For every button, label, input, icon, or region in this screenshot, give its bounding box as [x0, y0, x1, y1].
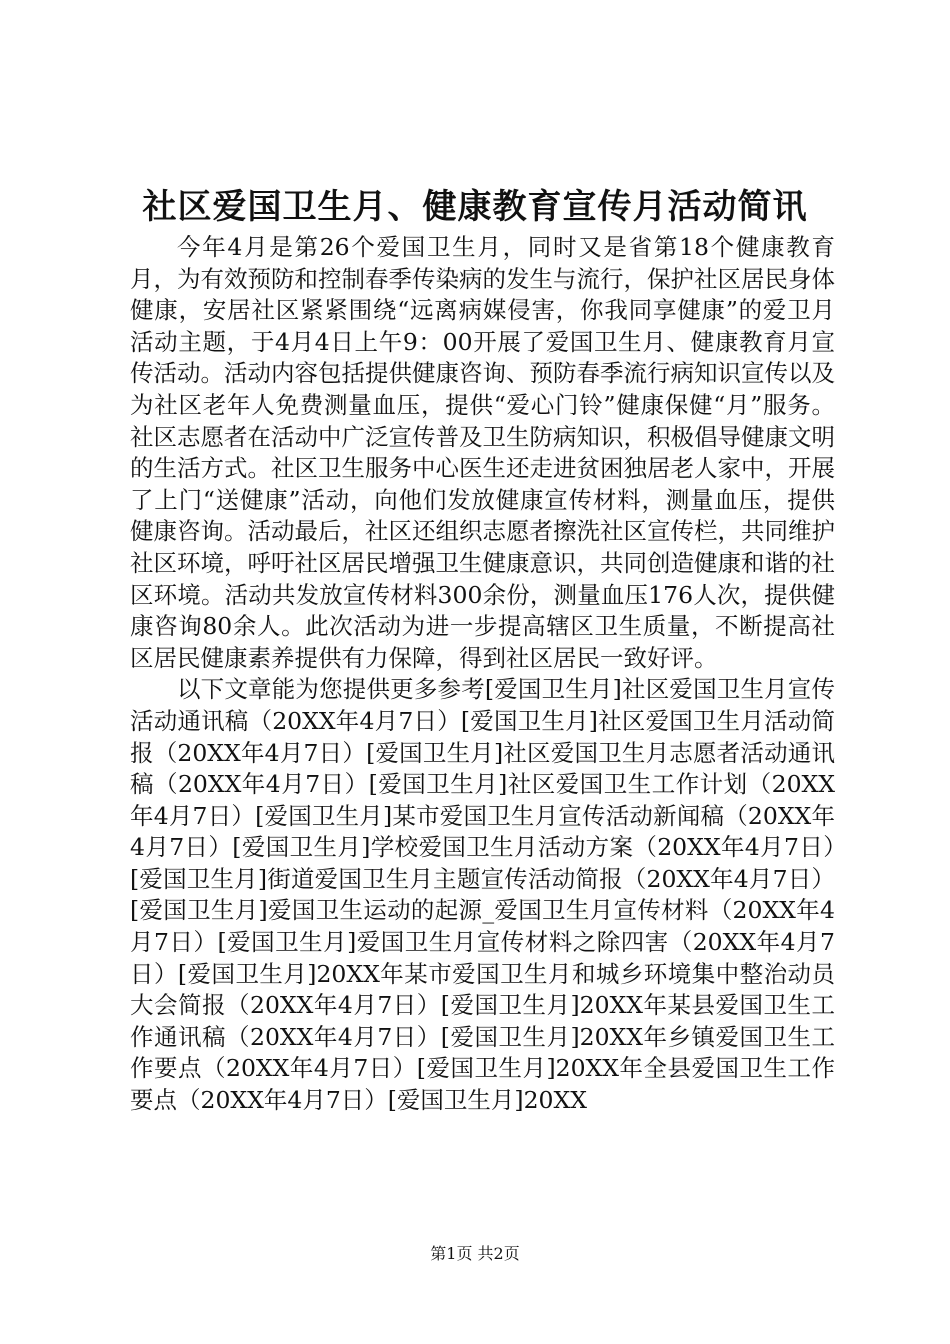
document-body	[130, 232, 835, 1117]
paragraph-summary: 今年4月是第26个爱国卫生月，同时又是省第18个健康教育月，为有效预防和控制春季传染病的发生与流行，保护社区居民身体健康，安居社区紧紧围绕“远离病媒侵害，你我同享健康”的爱卫月活动主题，于4月4日上午9：00开展了爱国卫生月、健康教育月宣传活动。活动内容包括提供健康咨询、预防春季流行病知识宣传以及为社区老年人免费测量血压，提供“爱心门铃”健康保健“月”服务。社区志愿者在活动中广泛宣传普及卫生防病知识，积极倡导健康文明的生活方式。社区卫生服务中心医生还走进贫困独居老人家中，开展了上门“送健康”活动，向他们发放健康宣传材料，测量血压，提供健康咨询。活动最后，社区还组织志愿者擦洗社区宣传栏，共同维护社区环境，呼吁社区居民增强卫生健康意识，共同创造健康和谐的社区环境。活动共发放宣传材料300余份，测量血压176人次，提供健康咨询80余人。此次活动为进一步提高辖区卫生质量，不断提高社区居民健康素养提供有力保障，得到社区居民一致好评。	[130, 233, 835, 672]
document-title: 社区爱国卫生月、健康教育宣传月活动简讯	[142, 187, 808, 227]
page-number-footer: 第1页 共2页	[430, 1244, 520, 1263]
paragraph-related-articles: 以下文章能为您提供更多参考[爱国卫生月]社区爱国卫生月宣传活动通讯稿（20XX年4月7日）[爱国卫生月]社区爱国卫生月活动简报（20XX年4月7日）[爱国卫生月]社区爱国卫生月志愿者活动通讯稿（20XX年4月7日）[爱国卫生月]社区爱国卫生工作计划（20XX年4月7日）[爱国卫生月]某市爱国卫生月宣传活动新闻稿（20XX年4月7日）[爱国卫生月]学校爱国卫生月活动方案（20XX年4月7日）[爱国卫生月]街道爱国卫生月主题宣传活动简报（20XX年4月7日）[爱国卫生月]爱国卫生运动的起源_爱国卫生月宣传材料（20XX年4月7日）[爱国卫生月]爱国卫生月宣传材料之除四害（20XX年4月7日）[爱国卫生月]20XX年某市爱国卫生月和城乡环境集中整治动员大会简报（20XX年4月7日）[爱国卫生月]20XX年某县爱国卫生工作通讯稿（20XX年4月7日）[爱国卫生月]20XX年乡镇爱国卫生工作要点（20XX年4月7日）[爱国卫生月]20XX年全县爱国卫生工作要点（20XX年4月7日）[爱国卫生月]20XX	[130, 675, 835, 1115]
